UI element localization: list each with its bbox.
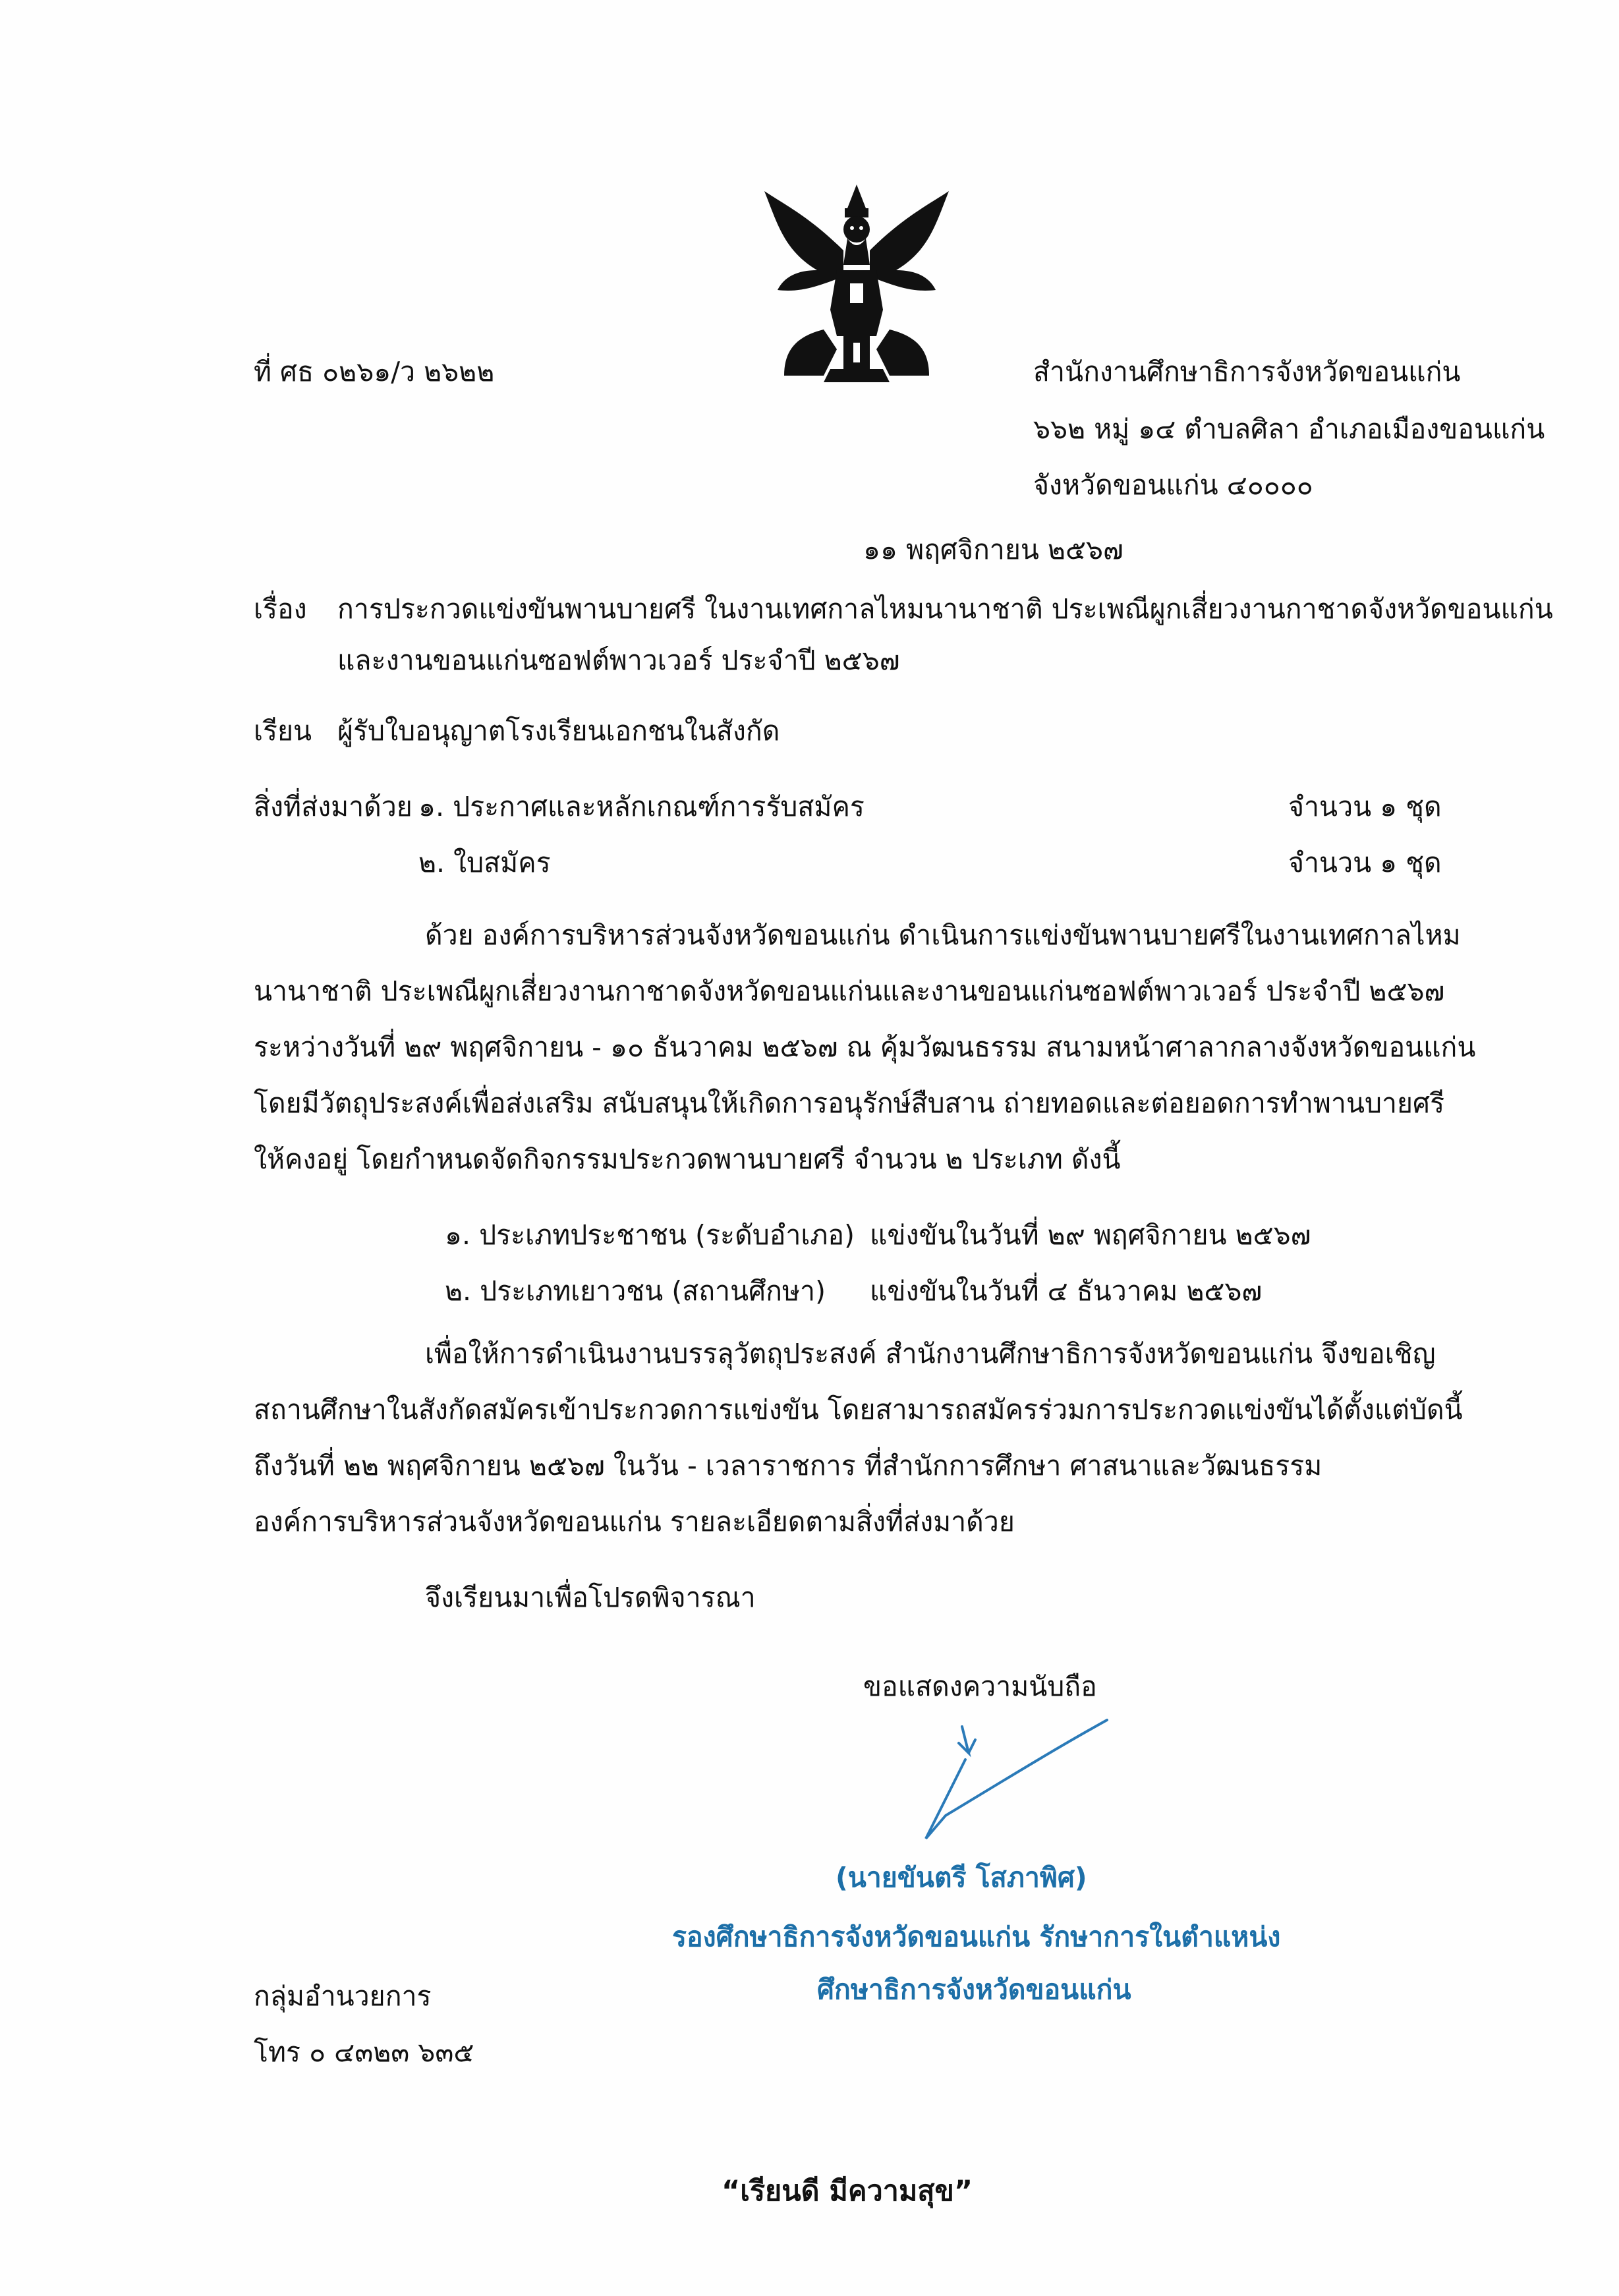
contact-phone: โทร ๐ ๔๓๒๓ ๖๓๕ bbox=[254, 2036, 474, 2068]
category-2-date: แข่งขันในวันที่ ๔ ธันวาคม ๒๕๖๗ bbox=[870, 1275, 1263, 1307]
letter-number: ที่ ศธ ๐๒๖๑/ว ๒๖๒๒ bbox=[254, 356, 495, 387]
sender-address-line-1: สำนักงานศึกษาธิการจังหวัดขอนแก่น bbox=[1033, 356, 1461, 387]
category-1-name: ๑. ประเภทประชาชน (ระดับอำเภอ) bbox=[445, 1219, 855, 1251]
enclosure-qty-2: จำนวน ๑ ชุด bbox=[1288, 847, 1442, 878]
signer-position-line-2: ศึกษาธิการจังหวัดขอนแก่น bbox=[817, 1974, 1131, 2005]
subject-line-2: และงานขอนแก่นซอฟต์พาวเวอร์ ประจำปี ๒๕๖๗ bbox=[337, 645, 900, 676]
enclosure-item-1: ๑. ประกาศและหลักเกณฑ์การรับสมัคร bbox=[418, 791, 865, 822]
body-paragraph-1-line-1: ด้วย องค์การบริหารส่วนจังหวัดขอนแก่น ดำเนินการแข่งขันพานบายศรีในงานเทศกาลไหม bbox=[425, 919, 1461, 951]
garuda-emblem-icon bbox=[758, 178, 955, 389]
enclosure-qty-1: จำนวน ๑ ชุด bbox=[1288, 791, 1442, 822]
contact-department: กลุ่มอำนวยการ bbox=[254, 1980, 432, 2012]
letter-date: ๑๑ พฤศจิกายน ๒๕๖๗ bbox=[863, 534, 1123, 565]
salutation-recipient: ผู้รับใบอนุญาตโรงเรียนเอกชนในสังกัด bbox=[337, 715, 780, 747]
body-paragraph-2-line-4: องค์การบริหารส่วนจังหวัดขอนแก่น รายละเอียดตามสิ่งที่ส่งมาด้วย bbox=[254, 1506, 1015, 1537]
enclosure-item-2: ๒. ใบสมัคร bbox=[418, 847, 551, 878]
body-paragraph-2-line-2: สถานศึกษาในสังกัดสมัครเข้าประกวดการแข่งขัน โดยสามารถสมัครร่วมการประกวดแข่งขันได้ตั้งแต่บัดนี้ bbox=[254, 1394, 1463, 1425]
sender-address-line-2: ๖๖๒ หมู่ ๑๔ ตำบลศิลา อำเภอเมืองขอนแก่น bbox=[1033, 413, 1545, 445]
subject-line-1: การประกวดแข่งขันพานบายศรี ในงานเทศกาลไหมนานาชาติ ประเพณีผูกเสี่ยวงานกาชาดจังหวัดขอนแก่น bbox=[337, 593, 1553, 625]
body-paragraph-2-line-3: ถึงวันที่ ๒๒ พฤศจิกายน ๒๕๖๗ ในวัน - เวลาราชการ ที่สำนักการศึกษา ศาสนาและวัฒนธรรม bbox=[254, 1450, 1322, 1481]
enclosures-label: สิ่งที่ส่งมาด้วย bbox=[254, 791, 412, 822]
sender-address-line-3: จังหวัดขอนแก่น ๔๐๐๐๐ bbox=[1033, 469, 1313, 501]
body-paragraph-1-line-4: โดยมีวัตถุประสงค์เพื่อส่งเสริม สนับสนุนให้เกิดการอนุรักษ์สืบสาน ถ่ายทอดและต่อยอดการทำพานบายศรี bbox=[254, 1087, 1445, 1119]
salutation-label: เรียน bbox=[254, 715, 312, 747]
body-paragraph-1-line-2: นานาชาติ ประเพณีผูกเสี่ยวงานกาชาดจังหวัดขอนแก่นและงานขอนแก่นซอฟต์พาวเวอร์ ประจำปี ๒๕๖๗ bbox=[254, 975, 1445, 1007]
regards: ขอแสดงความนับถือ bbox=[863, 1671, 1097, 1702]
closing-request: จึงเรียนมาเพื่อโปรดพิจารณา bbox=[425, 1582, 756, 1613]
signature-image bbox=[896, 1707, 1114, 1845]
signer-position-line-1: รองศึกษาธิการจังหวัดขอนแก่น รักษาการในตำแหน่ง bbox=[672, 1921, 1281, 1953]
subject-label: เรื่อง bbox=[254, 593, 307, 625]
slogan: “เรียนดี มีความสุข” bbox=[722, 2175, 973, 2208]
body-paragraph-1-line-3: ระหว่างวันที่ ๒๙ พฤศจิกายน - ๑๐ ธันวาคม ๒๕๖๗ ณ คุ้มวัฒนธรรม สนามหน้าศาลากลางจังหวัดขอนแก่น bbox=[254, 1031, 1476, 1063]
body-paragraph-2-line-1: เพื่อให้การดำเนินงานบรรลุวัตถุประสงค์ สำนักงานศึกษาธิการจังหวัดขอนแก่น จึงขอเชิญ bbox=[425, 1338, 1436, 1369]
category-2-name: ๒. ประเภทเยาวชน (สถานศึกษา) bbox=[445, 1275, 826, 1307]
signer-name: (นายขันตรี โสภาพิศ) bbox=[836, 1862, 1087, 1893]
body-paragraph-1-line-5: ให้คงอยู่ โดยกำหนดจัดกิจกรรมประกวดพานบายศรี จำนวน ๒ ประเภท ดังนี้ bbox=[254, 1143, 1121, 1175]
category-1-date: แข่งขันในวันที่ ๒๙ พฤศจิกายน ๒๕๖๗ bbox=[870, 1219, 1311, 1251]
